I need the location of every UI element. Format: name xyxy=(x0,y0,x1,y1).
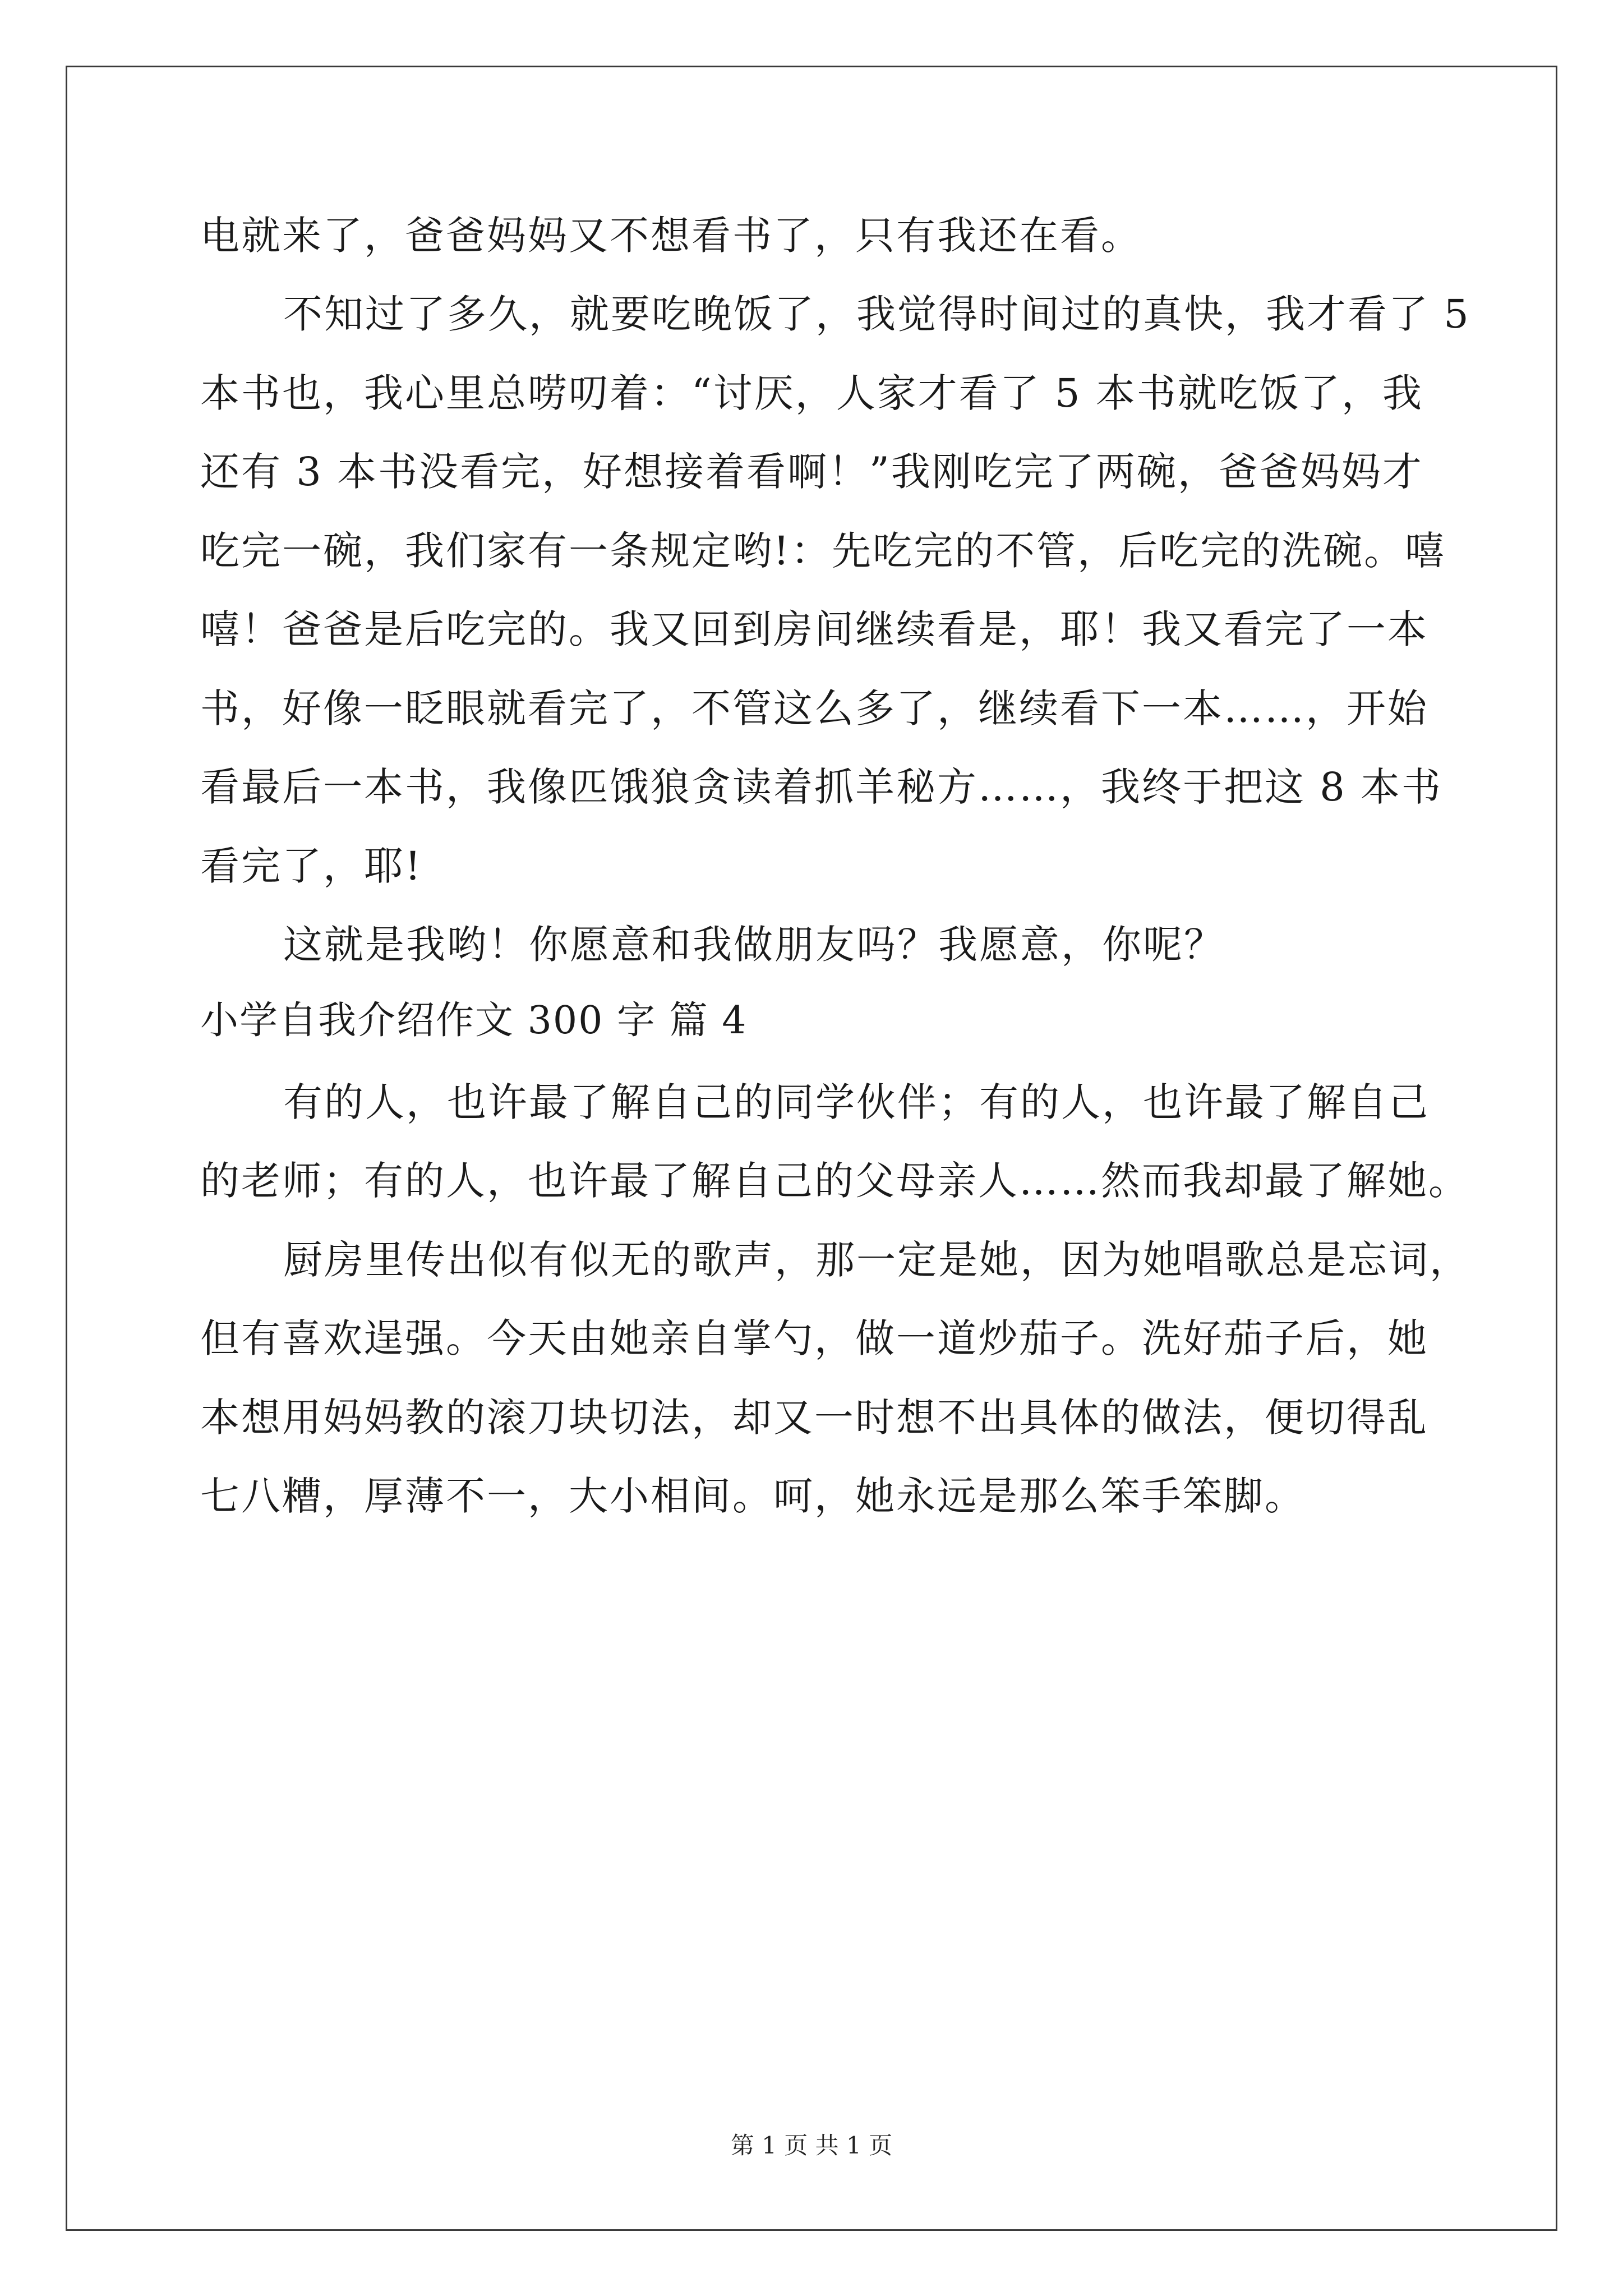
text-line: 的老师；有的人，也许最了解自己的父母亲人……然而我却最了解她。 xyxy=(200,1158,1469,1204)
section-heading: 小学自我介绍作文 300 字 篇 4 xyxy=(200,999,748,1043)
text-line: 书，好像一眨眼就看完了，不管这么多了，继续看下一本……，开始 xyxy=(200,685,1428,731)
text-line: 看最后一本书，我像匹饿狼贪读着抓羊秘方……，我终于把这 8 本书 xyxy=(200,764,1443,810)
text-line: 嘻！爸爸是后吃完的。我又回到房间继续看是，耶！我又看完了一本 xyxy=(200,606,1428,652)
paragraph-start-line: 这就是我哟！你愿意和我做朋友吗？我愿意，你呢？ xyxy=(283,922,1225,968)
text-line: 本想用妈妈教的滚刀块切法，却又一时想不出具体的做法，便切得乱 xyxy=(200,1395,1428,1441)
text-line: 还有 3 本书没看完，好想接着看啊！”我刚吃完了两碗，爸爸妈妈才 xyxy=(200,449,1423,495)
text-line: 看完了，耶! xyxy=(200,843,423,889)
paragraph-start-line: 有的人，也许最了解自己的同学伙伴；有的人，也许最了解自己 xyxy=(283,1079,1430,1125)
paragraph-start-line: 厨房里传出似有似无的歌声，那一定是她，因为她唱歌总是忘词， xyxy=(283,1237,1470,1283)
paragraph-start-line: 不知过了多久，就要吃晚饭了，我觉得时间过的真快，我才看了 5 xyxy=(283,291,1470,337)
text-line: 吃完一碗，我们家有一条规定哟!：先吃完的不管，后吃完的洗碗。嘻 xyxy=(200,528,1446,574)
text-line: 但有喜欢逞强。今天由她亲自掌勺，做一道炒茄子。洗好茄子后，她 xyxy=(200,1315,1428,1361)
text-line: 七八糟，厚薄不一，大小相间。呵，她永远是那么笨手笨脚。 xyxy=(200,1473,1306,1519)
text-line: 电就来了，爸爸妈妈又不想看书了，只有我还在看。 xyxy=(200,213,1142,259)
text-line: 本书也，我心里总唠叨着：“讨厌，人家才看了 5 本书就吃饭了，我 xyxy=(200,370,1423,416)
page-number-footer: 第 1 页 共 1 页 xyxy=(730,2132,893,2159)
